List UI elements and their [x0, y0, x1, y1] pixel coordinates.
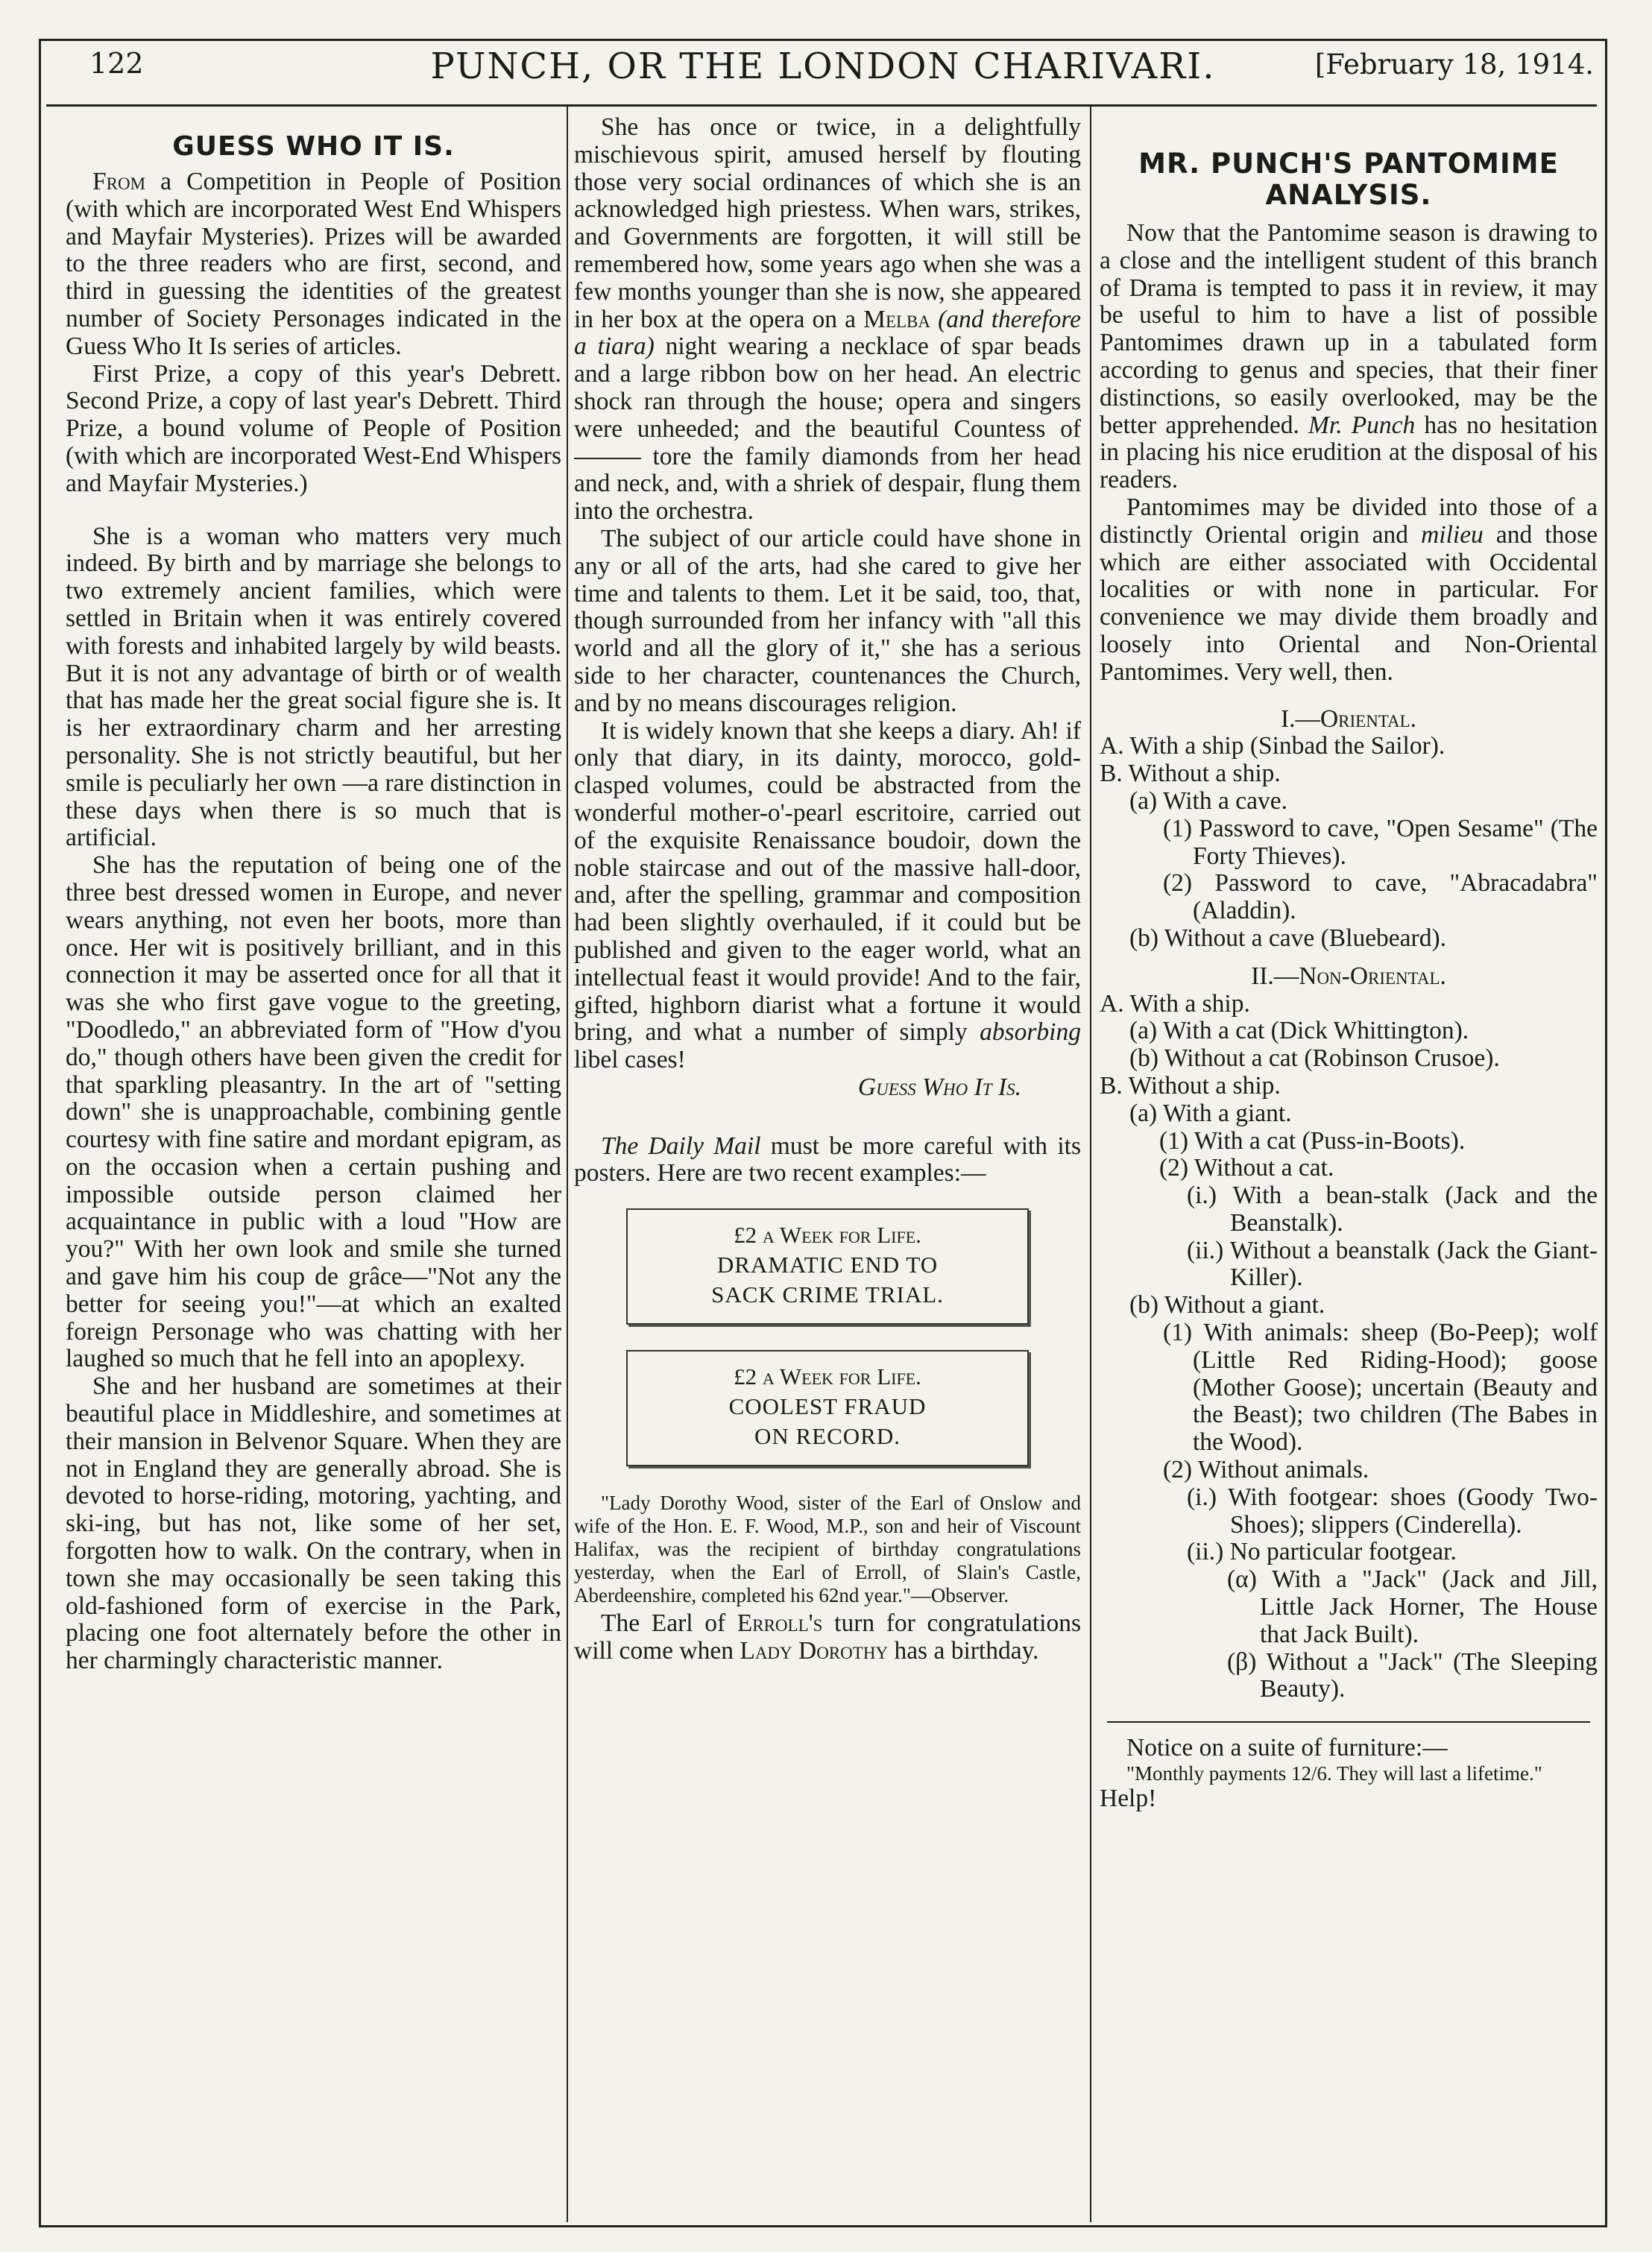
section-gap	[574, 1466, 1081, 1492]
list-item: (ii.) No particular footgear.	[1187, 1538, 1457, 1566]
column-2	[574, 114, 1081, 1665]
list-item: (b) Without a cat (Robinson Crusoe).	[1129, 1044, 1500, 1073]
pantomime-paragraph: Pantomimes may be divided into those of a distinctly Oriental origin and milieu and those which are either associated with Occidental localities or with none in particular. For convenience we may divide them broadly and loosely into Oriental and Non-Oriental Pantomimes. Very well, then.	[1100, 493, 1598, 686]
poster-1: £2 a Week for Life. DRAMATIC END TO SACK CRIME TRIAL.	[626, 1208, 1029, 1325]
section-heading-oriental: I.—Oriental.	[1280, 704, 1417, 733]
page-header	[39, 41, 1607, 104]
redacted-name-dash	[574, 458, 641, 459]
list-item: (1) With a cat (Puss-in-Boots).	[1159, 1126, 1466, 1155]
list-item: (b) Without a giant.	[1129, 1291, 1325, 1319]
article-paragraph: The subject of our article could have shone in any or all of the arts, had she cared to give her time and talents to them. Let it be said, too, that, though surrounded from her infancy with "all this world and all the glory of it," she has a serious side to her character, countenances the Church, and by no means discourages religion.	[574, 524, 1081, 717]
list-item: B. Without a ship.	[1100, 1071, 1281, 1100]
list-item: (1) With animals: sheep (Bo-Peep); wolf (Little Red Riding-Hood); goose (Mother Goose); uncertain (Beauty and the Beast); two children (The Babes in the Wood).	[1163, 1319, 1598, 1457]
list-item: (ii.) Without a beanstalk (Jack the Giant-Killer).	[1187, 1236, 1598, 1292]
list-item: (β) Without a "Jack" (The Sleeping Beauty).	[1227, 1647, 1598, 1703]
furniture-intro: Notice on a suite of furniture:—	[1126, 1734, 1448, 1762]
column-3	[1100, 122, 1598, 1813]
header-rule	[46, 104, 1597, 107]
list-item: (2) Password to cave, "Abracadabra" (Aladdin).	[1163, 869, 1598, 925]
list-item: (i.) With a bean-stalk (Jack and the Beanstalk).	[1187, 1182, 1598, 1237]
section-gap	[574, 1102, 1081, 1133]
furniture-help: Help!	[1100, 1785, 1157, 1813]
section-heading-non-oriental: II.—Non-Oriental.	[1251, 962, 1446, 990]
masthead-title: PUNCH, OR THE LONDON CHARIVARI.	[430, 45, 1216, 87]
article-paragraph: She is a woman who matters very much indeed. By birth and by marriage she belongs to two extremely ancient families, which were settled in Britain when it was entirely covered with forests and inhabited largely by wild beasts. But it is not any advantage of birth or of wealth that has made her the great social figure she is. It is her extraordinary charm and her arresting personality. She is not strictly beautiful, but her smile is peculiarly her own —a rare distinction in these days when there is so much that is artificial.	[66, 522, 561, 852]
list-item: A. With a ship (Sinbad the Sailor).	[1100, 732, 1446, 760]
pantomime-title: MR. PUNCH'S PANTOMIME ANALYSIS.	[1138, 148, 1559, 211]
article-paragraph: It is widely known that she keeps a diary. Ah! if only that diary, in its dainty, morocco, gold-clasped volumes, could be abstracted from the wonderful mother-o'-pearl escritoire, carried out of the exquisite Renaissance boudoir, down the noble staircase and out of the massive hall-door, and, after the spelling, grammar and composition had been slightly overhauled, if it could but be published and given to the eager world, what an intellectual feast it would provide! And to the fair, gifted, highborn diarist what a fortune it would bring, and what a number of simply absorbing libel cases!	[574, 716, 1081, 1074]
separator-rule	[1107, 1703, 1590, 1723]
list-item: (a) With a cave.	[1129, 786, 1287, 815]
list-item: (2) Without a cat.	[1159, 1154, 1334, 1182]
erroll-quote: "Lady Dorothy Wood, sister of the Earl of Onslow and wife of the Hon. E. F. Wood, M.P., son and heir of Viscount Halifax, was the recipient of birthday congratulations yesterday, when the Earl of Erroll, of Slain's Castle, Aberdeenshire, completed his 62nd year."—Observer.	[574, 1492, 1081, 1607]
column-rule-1	[567, 107, 568, 2222]
poster-2: £2 a Week for Life. COOLEST FRAUD ON RECORD.	[626, 1350, 1029, 1466]
article-paragraph: She has once or twice, in a delightfully mischievous spirit, amused herself by flouting those very social ordinances of which she is an acknowledged high priestess. When wars, strikes, and Governments are forgotten, it will still be remembered how, some years ago when she was a few months younger than she is now, she appeared in her box at the opera on a Melba (and therefore a tiara) night wearing a necklace of spar beads and a large ribbon bow on her head. An electric shock ran through the house; opera and singers were unheeded; and the beautiful Countess of tore the family diamonds from her head and neck, and, with a shriek of despair, flung them into the orchestra.	[574, 113, 1082, 526]
issue-date: [February 18, 1914.	[1314, 48, 1594, 81]
list-item: B. Without a ship.	[1100, 760, 1281, 788]
erroll-comment: The Earl of Erroll's turn for congratulations will come when Lady Dorothy has a birthday.	[574, 1609, 1082, 1665]
intro-paragraph: From a Competition in People of Position (with which are incorporated West End Whispers and Mayfair Mysteries). Prizes will be awarded to the three readers who are first, second, and third in guessing the identities of the greatest number of Society Personages indicated in the Guess Who It Is series of articles.	[66, 168, 561, 360]
daily-mail-intro: The Daily Mail must be more careful with its posters. Here are two recent examples:—	[574, 1132, 1081, 1187]
article-paragraph: She and her husband are sometimes at their beautiful place in Middleshire, and sometimes at their mansion in Belvenor Square. When they are not in England they are generally abroad. She is devoted to horse-riding, motoring, yachting, and ski-ing, but has not, like some of her set, forgotten how to walk. On the contrary, when in town she may occasionally be seen taking this old-fashioned form of exercise in the Park, placing one foot alternately before the other in her charmingly characteristic manner.	[66, 1372, 561, 1675]
list-item: (a) With a cat (Dick Whittington).	[1129, 1017, 1469, 1045]
article-signature: Guess Who It Is.	[857, 1073, 1021, 1101]
list-item: (1) Password to cave, "Open Sesame" (The Forty Thieves).	[1163, 814, 1598, 870]
page-number: 122	[89, 47, 144, 80]
prizes-paragraph: First Prize, a copy of this year's Debrett. Second Prize, a copy of last year's Debrett. Third Prize, a bound volume of People of Position (with which are incorporated West-End Whispers and Mayfair Mysteries.)	[66, 359, 561, 497]
furniture-quote: "Monthly payments 12/6. They will last a lifetime."	[1126, 1762, 1542, 1785]
article-title: GUESS WHO IT IS.	[172, 131, 455, 162]
list-item: (b) Without a cave (Bluebeard).	[1129, 924, 1446, 952]
column-1	[66, 112, 561, 1675]
list-item: (2) Without animals.	[1163, 1456, 1369, 1484]
section-gap	[66, 498, 561, 523]
column-rule-2	[1090, 107, 1091, 2222]
list-item: (a) With a giant.	[1129, 1099, 1292, 1127]
pantomime-paragraph: Now that the Pantomime season is drawing to a close and the intelligent student of this branch of Drama is tempted to pass it in review, it may be useful to him to have a list of possible Pantomimes drawn up in a tabulated form according to genus and species, that their finer distinctions, so easily overlooked, may be the better apprehended. Mr. Punch has no hesitation in placing his nice erudition at the disposal of his readers.	[1100, 219, 1598, 494]
list-item: (i.) With footgear: shoes (Goody Two-Shoes); slippers (Cinderella).	[1187, 1483, 1598, 1539]
list-item: A. With a ship.	[1100, 989, 1250, 1018]
article-paragraph: She has the reputation of being one of the three best dressed women in Europe, and never wears anything, not even her boots, more than once. Her wit is positively brilliant, and in this connection it may be asserted once for all that it was she who first gave vogue to the greeting, "Doodledo," an abbreviated form of "How d'you do," though others have been given the credit for that sparkling pleasantry. In the art of "setting down" she is unapproachable, combining gentle courtesy with fine satire and mordant epigram, as on the occasion when a certain pushing and impossible outside person claimed her acquaintance in public with a loud "How are you?" With her own look and smile she turned and gave him his coup de grâce—"Not any the better for seeing you!"—at which an exalted foreign Personage who was chatting with her laughed so much that he fell into an apoplexy.	[66, 851, 561, 1373]
list-item: (α) With a "Jack" (Jack and Jill, Little Jack Horner, The House that Jack Built).	[1227, 1565, 1598, 1648]
